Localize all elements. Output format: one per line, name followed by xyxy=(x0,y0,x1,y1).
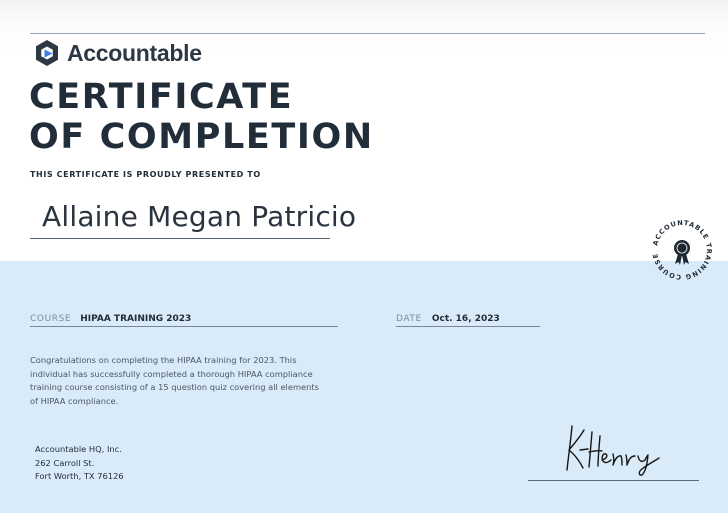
congratulations-text xyxy=(30,354,330,408)
company-address xyxy=(35,443,124,484)
address-line: Accountable HQ, Inc. xyxy=(35,444,122,454)
body-line: individual has successfully completed a thorough HIPAA compliance xyxy=(30,368,313,379)
date-label: DATE xyxy=(396,314,422,324)
accountable-logo-icon xyxy=(34,39,60,67)
date-underline xyxy=(396,326,540,327)
award-ribbon-icon xyxy=(674,240,690,265)
recipient-underline xyxy=(30,238,330,239)
top-divider xyxy=(30,33,705,34)
title-line-1: CERTIFICATE xyxy=(29,77,294,117)
brand-logo xyxy=(34,38,202,68)
body-line: Congratulations on completing the HIPAA training for 2023. This xyxy=(30,355,297,365)
course-field xyxy=(30,308,191,326)
date-value: Oct. 16, 2023 xyxy=(431,314,500,324)
signature-line xyxy=(528,480,699,481)
signature xyxy=(558,420,672,476)
certificate-title xyxy=(29,77,429,157)
training-seal xyxy=(649,217,715,283)
brand-name: Accountable xyxy=(67,39,202,66)
date-field xyxy=(396,308,500,326)
course-label: COURSE xyxy=(30,314,72,324)
course-value: HIPAA TRAINING 2023 xyxy=(80,314,192,324)
course-underline xyxy=(30,326,338,327)
seal-text: ACCOUNTABLE TRAINING COURSE xyxy=(651,218,714,282)
body-line: of HIPAA compliance. xyxy=(30,395,119,406)
recipient-name: Allaine Megan Patricio xyxy=(42,200,357,233)
presented-to-label: THIS CERTIFICATE IS PROUDLY PRESENTED TO xyxy=(30,170,261,179)
title-line-2: OF COMPLETION xyxy=(29,117,374,157)
body-line: training course consisting of a 15 question quiz covering all elements xyxy=(30,382,319,393)
address-line: 262 Carroll St. xyxy=(35,457,95,468)
address-line: Fort Worth, TX 76126 xyxy=(35,471,124,481)
